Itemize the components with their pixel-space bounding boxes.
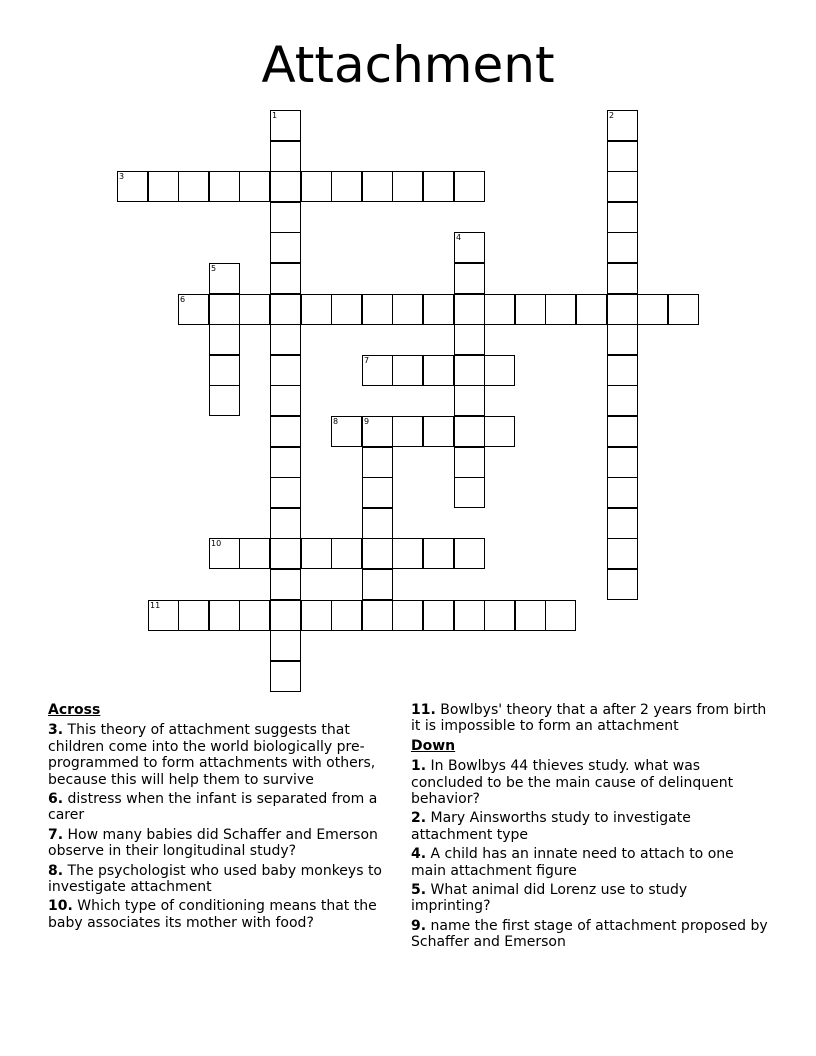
grid-cell[interactable] bbox=[607, 538, 638, 569]
down-clue-4 bbox=[411, 846, 771, 879]
cell-number: 8 bbox=[333, 417, 339, 426]
grid-cell[interactable] bbox=[239, 538, 270, 569]
cell-number: 2 bbox=[609, 111, 615, 120]
grid-cell[interactable] bbox=[454, 232, 485, 263]
clue-number: 10. bbox=[48, 898, 73, 915]
grid-cell[interactable] bbox=[301, 294, 332, 325]
grid-cell[interactable] bbox=[392, 355, 423, 386]
across-heading: Across bbox=[48, 702, 101, 718]
grid-cell[interactable] bbox=[668, 294, 699, 325]
grid-cell[interactable] bbox=[607, 569, 638, 600]
grid-cell[interactable] bbox=[515, 600, 546, 631]
grid-cell[interactable] bbox=[301, 171, 332, 202]
across-clue-7 bbox=[48, 827, 400, 860]
grid-cell[interactable] bbox=[362, 447, 393, 478]
clues-right-column bbox=[411, 702, 771, 954]
grid-cell[interactable] bbox=[209, 263, 240, 294]
grid-cell[interactable] bbox=[423, 171, 454, 202]
clue-text: What animal did Lorenz use to study imprinting? bbox=[411, 882, 688, 915]
grid-cell[interactable] bbox=[392, 538, 423, 569]
grid-cell[interactable] bbox=[362, 477, 393, 508]
grid-cell[interactable] bbox=[270, 202, 301, 233]
clue-number: 8. bbox=[48, 862, 64, 879]
grid-cell[interactable] bbox=[454, 263, 485, 294]
grid-cell[interactable] bbox=[148, 600, 179, 631]
clue-number: 9. bbox=[411, 917, 427, 934]
grid-cell[interactable] bbox=[454, 294, 485, 325]
grid-cell[interactable] bbox=[270, 324, 301, 355]
grid-cell[interactable] bbox=[607, 416, 638, 447]
clue-number: 2. bbox=[411, 810, 427, 827]
grid-cell[interactable] bbox=[545, 294, 576, 325]
grid-cell[interactable] bbox=[117, 171, 148, 202]
cell-number: 11 bbox=[150, 601, 161, 610]
grid-cell[interactable] bbox=[607, 294, 638, 325]
grid-cell[interactable] bbox=[392, 416, 423, 447]
grid-cell[interactable] bbox=[239, 171, 270, 202]
grid-cell[interactable] bbox=[209, 600, 240, 631]
grid-cell[interactable] bbox=[454, 324, 485, 355]
clue-text: Which type of conditioning means that the baby associates its mother with food? bbox=[48, 898, 377, 931]
grid-cell[interactable] bbox=[209, 171, 240, 202]
grid-cell[interactable] bbox=[392, 600, 423, 631]
grid-cell[interactable] bbox=[178, 294, 209, 325]
grid-cell[interactable] bbox=[484, 355, 515, 386]
grid-cell[interactable] bbox=[209, 294, 240, 325]
down-heading: Down bbox=[411, 737, 456, 754]
clue-text: name the first stage of attachment proposed by Schaffer and Emerson bbox=[411, 917, 768, 951]
grid-cell[interactable] bbox=[301, 538, 332, 569]
clue-number: 11. bbox=[411, 702, 436, 718]
grid-cell[interactable] bbox=[178, 600, 209, 631]
grid-cell[interactable] bbox=[362, 538, 393, 569]
grid-cell[interactable] bbox=[239, 600, 270, 631]
grid-cell[interactable] bbox=[148, 171, 179, 202]
cell-number: 9 bbox=[364, 417, 370, 426]
grid-cell[interactable] bbox=[239, 294, 270, 325]
cell-number: 7 bbox=[364, 356, 370, 365]
down-clue-2 bbox=[411, 810, 771, 843]
grid-cell[interactable] bbox=[607, 477, 638, 508]
across-clue-10 bbox=[48, 898, 400, 931]
grid-cell[interactable] bbox=[515, 294, 546, 325]
across-clue-8 bbox=[48, 863, 400, 896]
clue-number: 1. bbox=[411, 758, 427, 775]
grid-cell[interactable] bbox=[270, 263, 301, 294]
clue-text: distress when the infant is separated from a carer bbox=[48, 791, 378, 824]
grid-cell[interactable] bbox=[331, 294, 362, 325]
down-clue-1 bbox=[411, 758, 771, 807]
grid-cell[interactable] bbox=[270, 232, 301, 263]
grid-cell[interactable] bbox=[454, 416, 485, 447]
grid-cell[interactable] bbox=[178, 171, 209, 202]
grid-cell[interactable] bbox=[423, 600, 454, 631]
grid-cell[interactable] bbox=[423, 355, 454, 386]
grid-cell[interactable] bbox=[423, 538, 454, 569]
grid-cell[interactable] bbox=[576, 294, 607, 325]
cell-number: 5 bbox=[211, 264, 217, 273]
down-clue-9 bbox=[411, 918, 771, 951]
grid-cell[interactable] bbox=[607, 508, 638, 539]
grid-cell[interactable] bbox=[270, 385, 301, 416]
grid-cell[interactable] bbox=[607, 324, 638, 355]
down-clue-5 bbox=[411, 882, 771, 915]
grid-cell[interactable] bbox=[270, 538, 301, 569]
grid-cell[interactable] bbox=[362, 355, 393, 386]
grid-cell[interactable] bbox=[607, 171, 638, 202]
clue-number: 5. bbox=[411, 882, 427, 899]
grid-cell[interactable] bbox=[362, 600, 393, 631]
grid-cell[interactable] bbox=[454, 600, 485, 631]
grid-cell[interactable] bbox=[545, 600, 576, 631]
grid-cell[interactable] bbox=[362, 416, 393, 447]
clue-text: Mary Ainsworths study to investigate attachment type bbox=[411, 810, 691, 843]
grid-cell[interactable] bbox=[209, 538, 240, 569]
clue-text: The psychologist who used baby monkeys to investigate attachment bbox=[48, 862, 382, 896]
clues-left-column bbox=[48, 702, 400, 934]
grid-cell[interactable] bbox=[270, 661, 301, 692]
grid-cell[interactable] bbox=[270, 569, 301, 600]
grid-cell[interactable] bbox=[362, 569, 393, 600]
grid-cell[interactable] bbox=[331, 538, 362, 569]
grid-cell[interactable] bbox=[607, 263, 638, 294]
grid-cell[interactable] bbox=[607, 202, 638, 233]
grid-cell[interactable] bbox=[607, 141, 638, 172]
grid-cell[interactable] bbox=[362, 294, 393, 325]
grid-cell[interactable] bbox=[454, 385, 485, 416]
grid-cell[interactable] bbox=[423, 416, 454, 447]
grid-cell[interactable] bbox=[637, 294, 668, 325]
cell-number: 10 bbox=[211, 539, 222, 548]
grid-cell[interactable] bbox=[484, 294, 515, 325]
grid-cell[interactable] bbox=[331, 600, 362, 631]
clue-text: Bowlbys' theory that a after 2 years from birth it is impossible to form an attachment bbox=[411, 702, 767, 735]
grid-cell[interactable] bbox=[454, 355, 485, 386]
clue-number: 7. bbox=[48, 826, 64, 843]
grid-cell[interactable] bbox=[209, 385, 240, 416]
grid-cell[interactable] bbox=[270, 294, 301, 325]
grid-cell[interactable] bbox=[607, 232, 638, 263]
grid-cell[interactable] bbox=[270, 600, 301, 631]
grid-cell[interactable] bbox=[331, 171, 362, 202]
grid-cell[interactable] bbox=[270, 630, 301, 661]
grid-cell[interactable] bbox=[454, 447, 485, 478]
grid-cell[interactable] bbox=[209, 324, 240, 355]
clue-text: A child has an innate need to attach to one main attachment figure bbox=[411, 846, 734, 879]
across-clue-3 bbox=[48, 722, 400, 788]
clue-text: In Bowlbys 44 thieves study. what was concluded to be the main cause of delinquent behavior? bbox=[411, 758, 734, 808]
grid-cell[interactable] bbox=[423, 294, 454, 325]
grid-cell[interactable] bbox=[270, 141, 301, 172]
grid-cell[interactable] bbox=[270, 110, 301, 141]
grid-cell[interactable] bbox=[607, 385, 638, 416]
grid-cell[interactable] bbox=[392, 171, 423, 202]
grid-cell[interactable] bbox=[362, 171, 393, 202]
grid-cell[interactable] bbox=[392, 294, 423, 325]
grid-cell[interactable] bbox=[270, 508, 301, 539]
grid-cell[interactable] bbox=[270, 355, 301, 386]
grid-cell[interactable] bbox=[454, 171, 485, 202]
clue-text: This theory of attachment suggests that children come into the world biologically pre-programmed to form attachments with others, because this will help them to survive bbox=[48, 722, 376, 788]
grid-cell[interactable] bbox=[607, 447, 638, 478]
grid-cell[interactable] bbox=[607, 355, 638, 386]
grid-cell[interactable] bbox=[270, 171, 301, 202]
grid-cell[interactable] bbox=[209, 355, 240, 386]
grid-cell[interactable] bbox=[331, 416, 362, 447]
grid-cell[interactable] bbox=[454, 477, 485, 508]
cell-number: 3 bbox=[119, 172, 125, 181]
puzzle-title: Attachment bbox=[261, 36, 555, 94]
grid-cell[interactable] bbox=[270, 477, 301, 508]
cell-number: 1 bbox=[272, 111, 278, 120]
clue-text: How many babies did Schaffer and Emerson observe in their longitudinal study? bbox=[48, 826, 378, 860]
clue-number: 6. bbox=[48, 791, 64, 808]
cell-number: 6 bbox=[180, 295, 186, 304]
grid-cell[interactable] bbox=[484, 600, 515, 631]
grid-cell[interactable] bbox=[484, 416, 515, 447]
across-clue-6 bbox=[48, 791, 400, 824]
grid-cell[interactable] bbox=[270, 416, 301, 447]
grid-cell[interactable] bbox=[362, 508, 393, 539]
across-clue-11 bbox=[411, 702, 771, 735]
grid-cell[interactable] bbox=[607, 110, 638, 141]
cell-number: 4 bbox=[456, 233, 462, 242]
clue-number: 4. bbox=[411, 846, 427, 863]
grid-cell[interactable] bbox=[270, 447, 301, 478]
clue-number: 3. bbox=[48, 722, 64, 739]
grid-cell[interactable] bbox=[301, 600, 332, 631]
grid-cell[interactable] bbox=[454, 538, 485, 569]
